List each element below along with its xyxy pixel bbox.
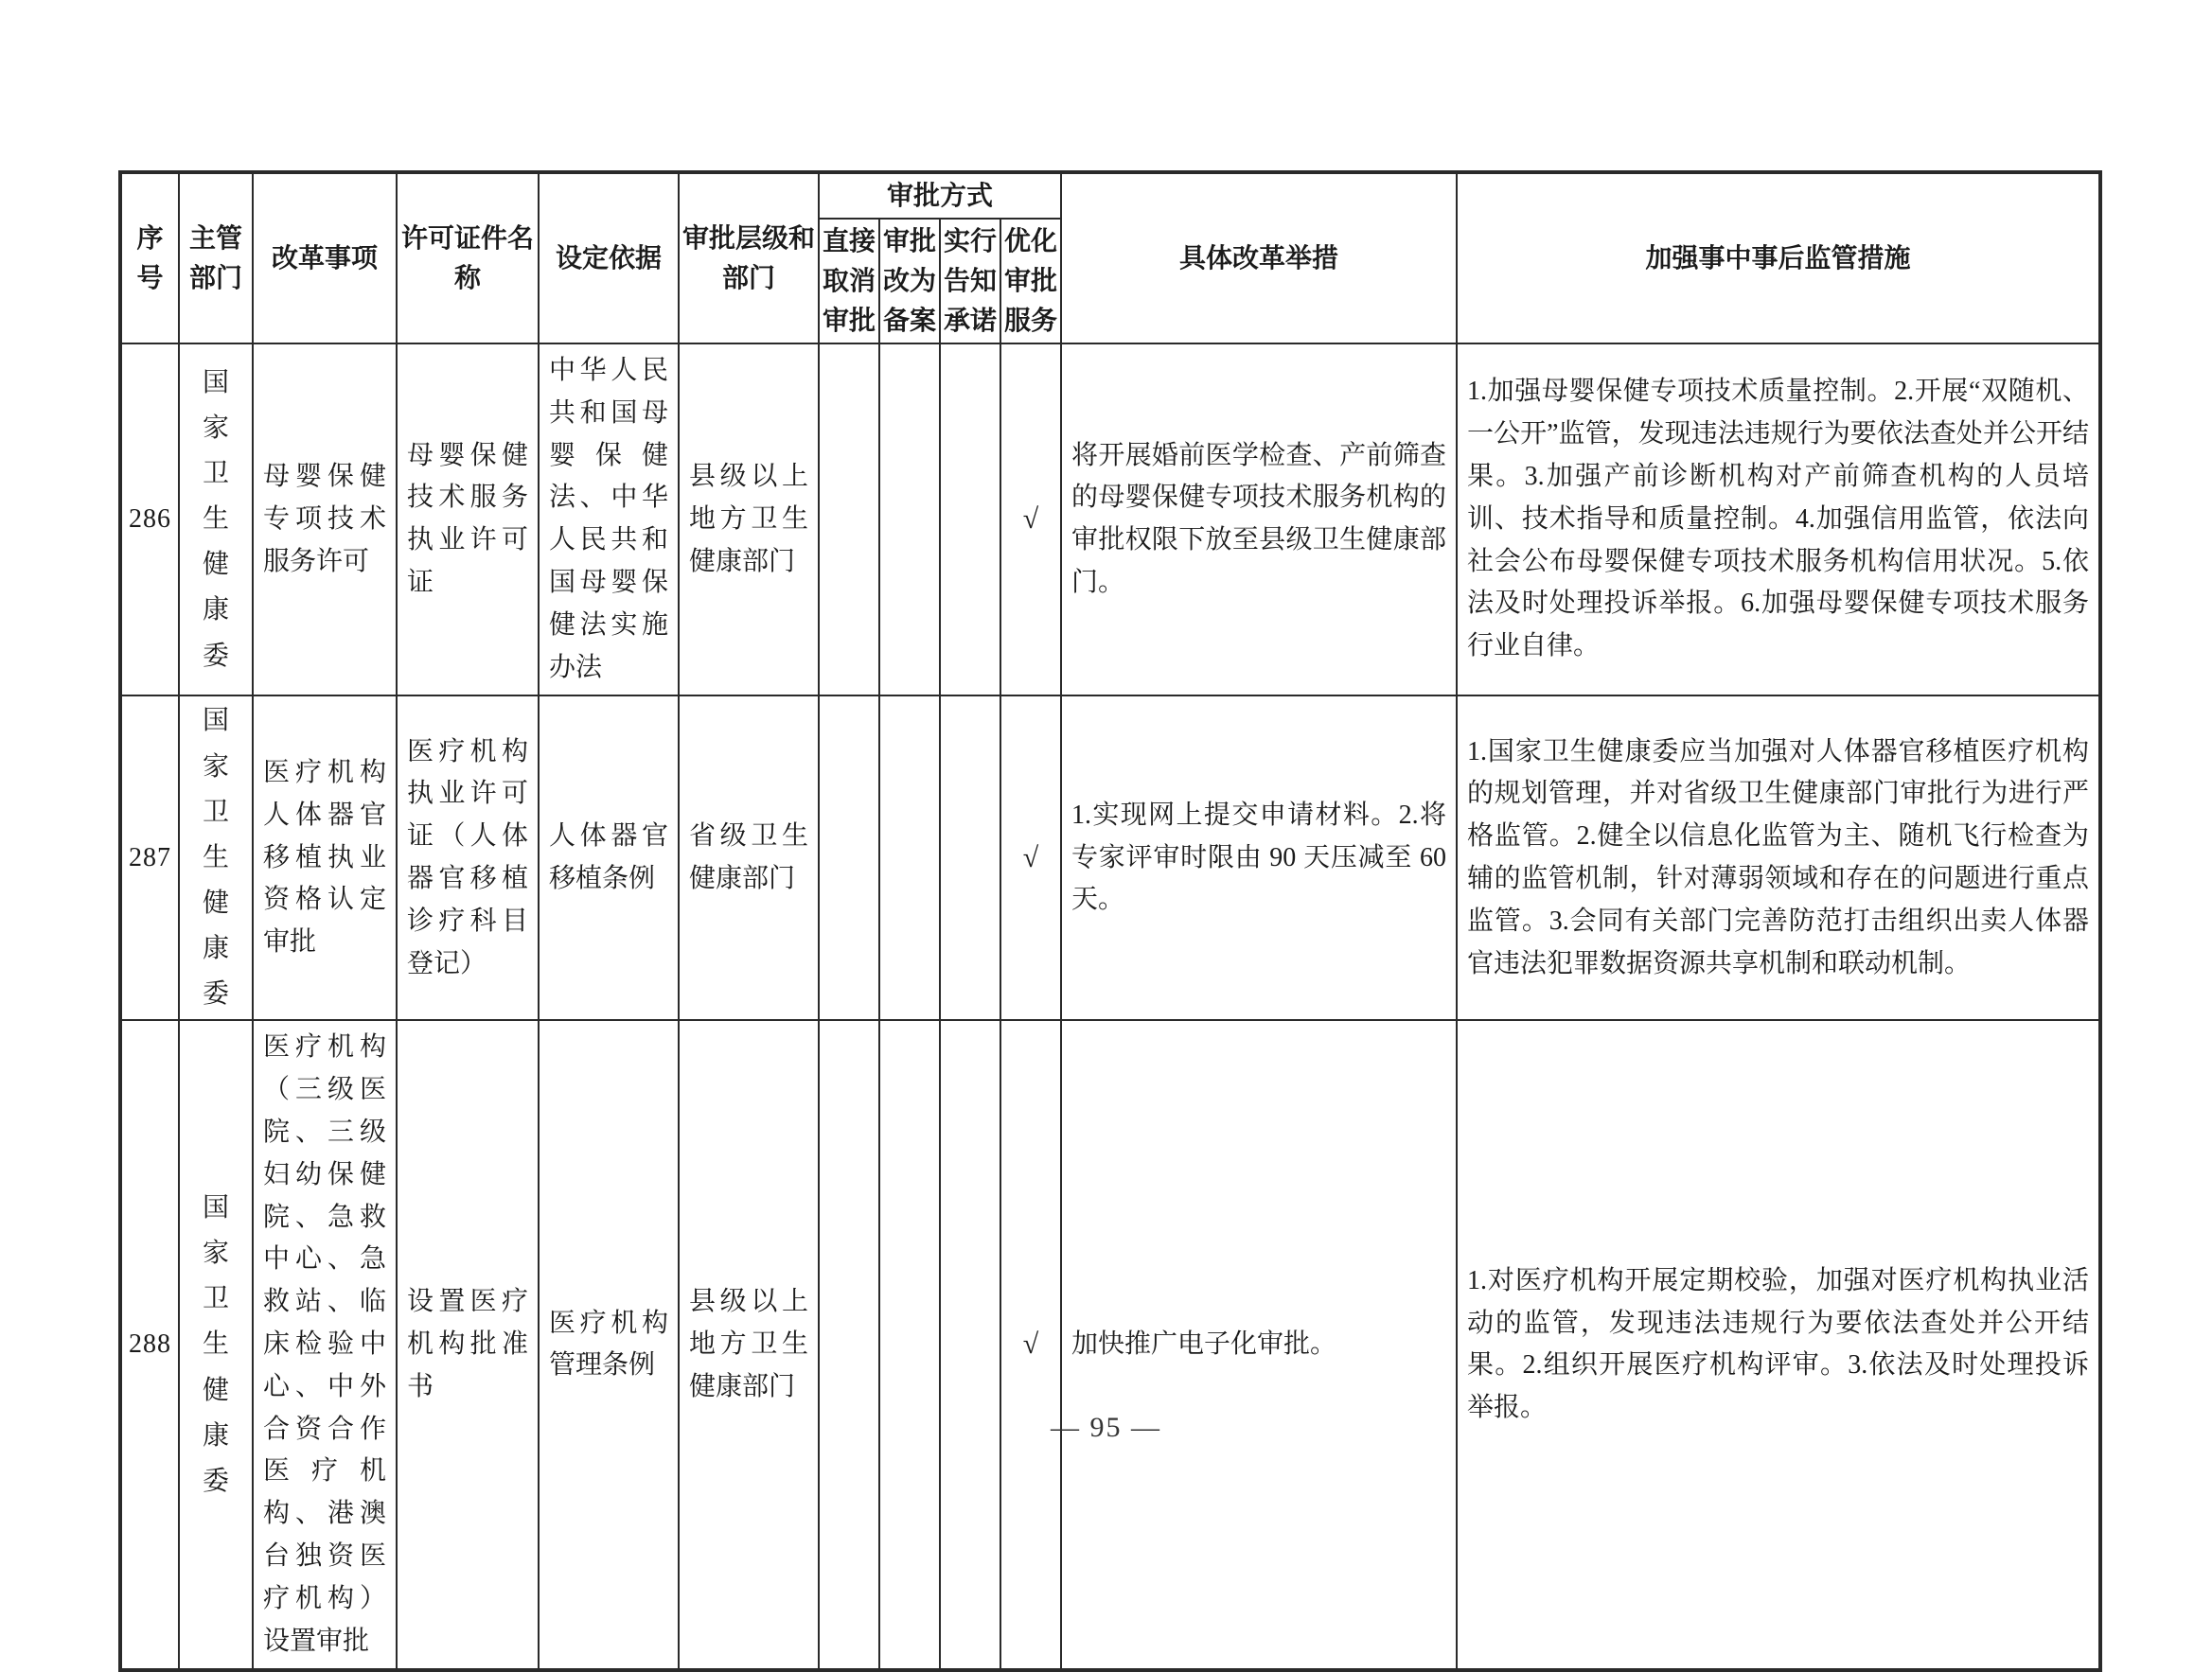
cell-optimize-service-checkmark: √ (1000, 695, 1061, 1020)
dept-vertical-text: 国家卫生健康委 (202, 1192, 229, 1496)
cell-reform-item: 医疗机构（三级医院、三级妇幼保健院、急救中心、急救站、临床检验中心、中外合资合作医疗机构、港澳台独资医疗机构）设置审批 (253, 1020, 397, 1670)
cell-license-name: 医疗机构执业许可证（人体器官移植诊疗科目登记） (397, 695, 539, 1020)
approval-reform-table (118, 170, 2102, 1672)
cell-dept (179, 343, 253, 695)
cell-supervision: 1.加强母婴保健专项技术质量控制。2.开展“双随机、一公开”监管，发现违法违规行为要依法查处并公开结果。3.加强产前诊断机构对产前筛查机构的人员培训、技术指导和质量控制。4.加强信用监管，依法向社会公布母婴保健专项技术服务机构信用状况。5.依法及时处理投诉举报。6.加强母婴保健专项技术服务行业自律。 (1457, 343, 2100, 695)
table-row-288 (120, 1020, 2100, 1670)
cell-seq: 287 (120, 695, 179, 1020)
cell-optimize-service-checkmark: √ (1000, 1020, 1061, 1670)
col-header-notification-commitment: 实行告知承诺 (940, 219, 1000, 343)
col-header-approval-method-group: 审批方式 (819, 172, 1061, 219)
col-header-measures: 具体改革举措 (1061, 172, 1457, 343)
cell-seq: 286 (120, 343, 179, 695)
header-row-group (120, 172, 2100, 219)
page-number: — 95 — (1051, 1412, 1161, 1443)
cell-seq: 288 (120, 1020, 179, 1670)
cell-direct-cancel (819, 695, 879, 1020)
col-header-approval-level: 审批层级和部门 (679, 172, 819, 343)
dept-vertical-text: 国家卫生健康委 (202, 706, 229, 1010)
cell-reform-item: 母婴保健专项技术服务许可 (253, 343, 397, 695)
cell-supervision: 1.国家卫生健康委应当加强对人体器官移植医疗机构的规划管理，并对省级卫生健康部门审批行为进行严格监管。2.健全以信息化监管为主、随机飞行检查为辅的监管机制，针对薄弱领域和存在的问题进行重点监管。3.会同有关部门完善防范打击组织出卖人体器官违法犯罪数据资源共享机制和联动机制。 (1457, 695, 2100, 1020)
cell-supervision: 1.对医疗机构开展定期校验，加强对医疗机构执业活动的监管，发现违法违规行为要依法查处并公开结果。2.组织开展医疗机构评审。3.依法及时处理投诉举报。 (1457, 1020, 2100, 1670)
cell-change-to-filing (879, 695, 940, 1020)
col-header-seq: 序号 (120, 172, 179, 343)
cell-direct-cancel (819, 343, 879, 695)
cell-license-name: 设置医疗机构批准书 (397, 1020, 539, 1670)
cell-dept (179, 695, 253, 1020)
cell-basis: 医疗机构管理条例 (539, 1020, 679, 1670)
dept-vertical-text: 国家卫生健康委 (202, 367, 229, 671)
cell-dept (179, 1020, 253, 1670)
cell-measures: 1.实现网上提交申请材料。2.将专家评审时限由 90 天压减至 60 天。 (1061, 695, 1457, 1020)
table-row-286 (120, 343, 2100, 695)
col-header-reform-item: 改革事项 (253, 172, 397, 343)
cell-approval-level: 县级以上地方卫生健康部门 (679, 343, 819, 695)
cell-notification-commitment (940, 343, 1000, 695)
cell-approval-level: 省级卫生健康部门 (679, 695, 819, 1020)
col-header-basis: 设定依据 (539, 172, 679, 343)
cell-basis: 人体器官移植条例 (539, 695, 679, 1020)
cell-direct-cancel (819, 1020, 879, 1670)
col-header-direct-cancel: 直接取消审批 (819, 219, 879, 343)
cell-measures: 加快推广电子化审批。 (1061, 1020, 1457, 1670)
cell-notification-commitment (940, 695, 1000, 1020)
col-header-change-to-filing: 审批改为备案 (879, 219, 940, 343)
cell-notification-commitment (940, 1020, 1000, 1670)
col-header-supervision: 加强事中事后监管措施 (1457, 172, 2100, 343)
cell-change-to-filing (879, 1020, 940, 1670)
cell-change-to-filing (879, 343, 940, 695)
cell-measures: 将开展婚前医学检查、产前筛查的母婴保健专项技术服务机构的审批权限下放至县级卫生健康部门。 (1061, 343, 1457, 695)
col-header-dept: 主管部门 (179, 172, 253, 343)
cell-basis: 中华人民共和国母婴保健法、中华人民共和国母婴保健法实施办法 (539, 343, 679, 695)
cell-optimize-service-checkmark: √ (1000, 343, 1061, 695)
col-header-license-name: 许可证件名称 (397, 172, 539, 343)
table-row-287 (120, 695, 2100, 1020)
cell-license-name: 母婴保健技术服务执业许可证 (397, 343, 539, 695)
col-header-optimize-service: 优化审批服务 (1000, 219, 1061, 343)
cell-approval-level: 县级以上地方卫生健康部门 (679, 1020, 819, 1670)
cell-reform-item: 医疗机构人体器官移植执业资格认定审批 (253, 695, 397, 1020)
